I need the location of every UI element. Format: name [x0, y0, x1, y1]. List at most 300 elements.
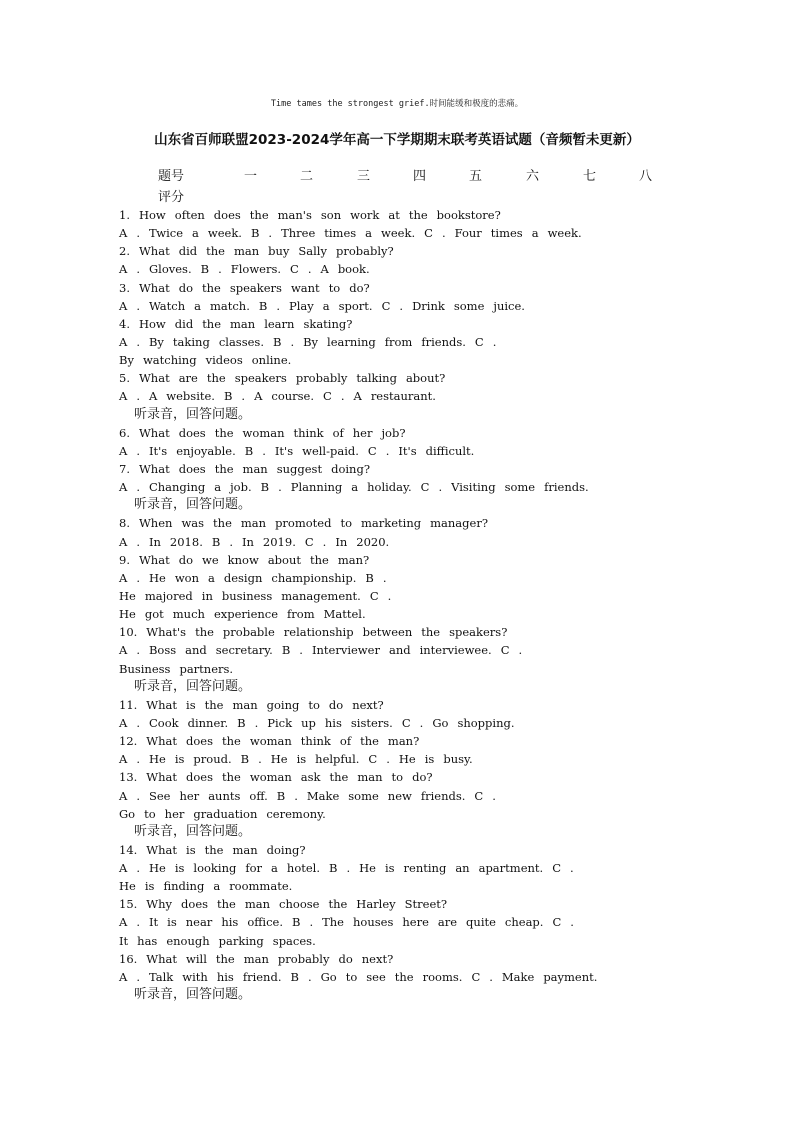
word: the	[222, 734, 241, 749]
question-line	[119, 623, 659, 641]
word: a	[213, 879, 221, 894]
word: .	[489, 969, 493, 984]
word: online.	[251, 353, 292, 368]
word: the	[202, 316, 222, 331]
word: C	[323, 389, 332, 404]
word: secretary.	[215, 643, 273, 658]
option-line	[119, 587, 659, 605]
word: C	[552, 861, 561, 876]
word: C	[474, 334, 484, 349]
word: up	[301, 715, 316, 730]
question-line	[119, 841, 659, 859]
word: man	[230, 316, 256, 331]
word: .	[136, 915, 140, 930]
word: to	[340, 516, 353, 531]
word: job.	[230, 480, 252, 495]
word: week.	[207, 226, 242, 241]
word: with	[182, 969, 208, 984]
word: off.	[249, 788, 268, 803]
word: A	[119, 389, 128, 404]
word: well-paid.	[302, 443, 359, 458]
score-header-label: 题号	[158, 169, 185, 184]
word: Gloves.	[148, 262, 192, 277]
word: C	[500, 643, 510, 658]
word: What	[138, 461, 170, 476]
word: sport.	[338, 298, 373, 313]
word: cheap.	[504, 915, 544, 930]
word: renting	[403, 861, 447, 876]
word: the	[360, 734, 379, 749]
word: for	[245, 861, 263, 876]
word: next?	[352, 697, 384, 712]
word: woman	[242, 425, 285, 440]
word: and	[388, 643, 411, 658]
word: .	[307, 262, 312, 277]
word: does	[181, 897, 209, 912]
word: hotel.	[286, 861, 320, 876]
word: is	[174, 752, 185, 767]
word: .	[382, 570, 387, 585]
word: proud.	[193, 752, 232, 767]
word: an	[455, 861, 470, 876]
word: .	[136, 715, 140, 730]
word: course.	[271, 389, 315, 404]
word: Four	[454, 226, 482, 241]
word: man	[233, 244, 260, 259]
word: some	[453, 298, 485, 313]
option-line	[119, 333, 659, 351]
word: Street?	[404, 897, 448, 912]
word: 10.	[119, 625, 138, 640]
word: .	[258, 752, 262, 767]
word: is	[424, 752, 435, 767]
word: A	[119, 226, 128, 241]
word: probably	[295, 371, 348, 386]
word: a	[365, 226, 373, 241]
word: .	[399, 298, 404, 313]
word: aunts	[208, 788, 241, 803]
word: ask	[300, 770, 321, 785]
word: friends.	[420, 788, 466, 803]
word: man's	[277, 208, 312, 222]
word: helpful.	[315, 752, 360, 767]
word: a	[531, 226, 539, 241]
word: Make	[501, 969, 535, 984]
page-title: 山东省百师联盟2023-2024学年高一下学期期末联考英语试题（音频暂未更新）	[154, 132, 640, 148]
word: speakers?	[449, 625, 508, 640]
word: C	[290, 262, 299, 277]
word: of	[332, 425, 344, 440]
word: .	[492, 788, 496, 803]
word: man	[242, 461, 268, 476]
option-line	[119, 297, 659, 315]
word: some	[348, 788, 379, 803]
word: and	[185, 643, 207, 658]
option-line	[119, 932, 659, 950]
word: is	[186, 697, 196, 712]
section-instruction: 听录音，回答问题。	[134, 406, 252, 422]
word: How	[138, 316, 166, 331]
word: in	[201, 588, 213, 603]
word: partners.	[179, 661, 234, 676]
question-line	[119, 950, 659, 968]
word: 7.	[119, 461, 130, 476]
word: marketing	[361, 516, 422, 531]
word: What	[146, 951, 178, 966]
word: 2020.	[356, 534, 390, 549]
word: at	[388, 208, 400, 222]
option-line	[119, 714, 659, 732]
word: .	[268, 226, 273, 241]
word: How	[138, 208, 166, 222]
word: B	[292, 915, 301, 930]
word: Twice	[148, 226, 183, 241]
word: difficult.	[425, 443, 475, 458]
word: see	[366, 969, 386, 984]
word: 9.	[119, 552, 130, 567]
word: got	[144, 607, 164, 622]
word: want	[290, 280, 320, 295]
word: juice.	[493, 298, 525, 313]
option-line	[119, 224, 659, 242]
word: Go	[432, 715, 449, 730]
word: B	[211, 534, 221, 549]
word: man	[244, 897, 271, 912]
word: quite	[466, 915, 496, 930]
question-line	[119, 895, 659, 913]
word: the	[249, 208, 269, 222]
score-table	[0, 165, 794, 205]
word: roommate.	[229, 879, 293, 894]
word: C	[367, 443, 377, 458]
word: .	[229, 534, 233, 549]
word: man	[232, 842, 258, 857]
word: promoted	[275, 516, 332, 531]
word: It	[119, 933, 129, 948]
word: 13.	[119, 770, 138, 785]
word: to	[328, 280, 341, 295]
option-line	[119, 877, 659, 895]
word: from	[384, 334, 413, 349]
page-motto: Time tames the strongest grief.时间能缓和极度的悲痛。	[270, 99, 524, 109]
word: about?	[405, 371, 446, 386]
option-line	[119, 260, 659, 278]
word: .	[294, 788, 298, 803]
word: finding	[163, 879, 205, 894]
question-list	[119, 206, 659, 1004]
word: probable	[222, 625, 275, 640]
word: Watch	[148, 298, 186, 313]
word: the	[213, 516, 232, 531]
word: is	[174, 861, 185, 876]
word: week.	[547, 226, 582, 241]
word: .	[570, 915, 574, 930]
word: Go	[320, 969, 337, 984]
word: man	[357, 770, 383, 785]
word: B	[365, 570, 374, 585]
word: B	[237, 715, 246, 730]
word: B	[260, 480, 270, 495]
word: classes.	[218, 334, 264, 349]
word: .	[136, 480, 140, 495]
section-instruction: 听录音，回答问题。	[134, 497, 252, 513]
word: What	[146, 770, 178, 785]
word: suggest	[276, 461, 323, 476]
question-line	[119, 369, 659, 387]
word: the	[329, 770, 349, 785]
question-line	[119, 279, 659, 297]
word: .	[340, 389, 345, 404]
word: A	[119, 534, 128, 549]
word: will	[186, 951, 207, 966]
word: In	[241, 534, 254, 549]
word: we	[202, 552, 219, 567]
word: .	[299, 643, 303, 658]
word: A	[119, 788, 128, 803]
word: C	[401, 715, 411, 730]
word: office.	[247, 915, 283, 930]
word: restaurant.	[370, 389, 436, 404]
word: What	[146, 842, 178, 857]
option-line	[119, 913, 659, 931]
word: .	[278, 480, 282, 495]
word: .	[387, 588, 392, 603]
word: A	[119, 915, 128, 930]
word: What's	[146, 625, 187, 640]
word: his	[324, 715, 342, 730]
word: championship.	[271, 570, 357, 585]
word: did	[178, 244, 198, 259]
option-line	[119, 533, 659, 551]
word: A	[119, 298, 128, 313]
word: C	[381, 298, 391, 313]
word: does	[178, 461, 206, 476]
word: here	[402, 915, 429, 930]
word: going	[266, 697, 300, 712]
word: business	[221, 588, 273, 603]
word: 8.	[119, 516, 130, 531]
word: C	[304, 534, 314, 549]
word: .	[136, 752, 140, 767]
word: man	[232, 697, 258, 712]
word: What	[138, 371, 170, 386]
word: the	[204, 697, 224, 712]
word: A	[119, 969, 128, 984]
word: B	[290, 969, 299, 984]
word: 2018.	[169, 534, 203, 549]
word: .	[419, 715, 424, 730]
word: some	[504, 480, 536, 495]
word: A	[119, 752, 128, 767]
option-line	[119, 641, 659, 659]
section-instruction: 听录音，回答问题。	[134, 987, 252, 1003]
word: week.	[381, 226, 416, 241]
word: In	[148, 534, 161, 549]
word: watching	[142, 353, 197, 368]
word: houses	[353, 915, 394, 930]
word: .	[570, 861, 574, 876]
option-line	[119, 442, 659, 460]
word: .	[518, 643, 523, 658]
word: times	[490, 226, 523, 241]
word: B	[281, 643, 291, 658]
word: doing?	[331, 461, 370, 476]
word: See	[148, 788, 171, 803]
word: the	[214, 461, 234, 476]
word: apartment.	[478, 861, 544, 876]
word: a	[194, 298, 201, 313]
word: enough	[166, 933, 210, 948]
word: speakers	[234, 371, 287, 386]
word: A	[353, 389, 362, 404]
word: book.	[337, 262, 370, 277]
word: the	[204, 842, 224, 857]
word: the	[309, 552, 329, 567]
word: .	[262, 443, 266, 458]
word: Make	[306, 788, 340, 803]
word: son	[320, 208, 342, 222]
word: parking	[218, 933, 264, 948]
word: B	[244, 443, 254, 458]
word: In	[335, 534, 348, 549]
word: does	[186, 734, 214, 749]
word: B	[329, 861, 338, 876]
word: B	[223, 389, 233, 404]
word: times	[324, 226, 357, 241]
word: interviewee.	[419, 643, 492, 658]
word: .	[136, 534, 140, 549]
section-instruction: 听录音，回答问题。	[134, 678, 252, 694]
word: know	[227, 552, 259, 567]
word: holiday.	[367, 480, 412, 495]
word: is	[296, 752, 307, 767]
word: bookstore?	[436, 208, 501, 222]
word: Pick	[267, 715, 293, 730]
word: C	[369, 588, 379, 603]
word: of	[339, 734, 352, 749]
word: .	[441, 226, 446, 241]
question-line	[119, 460, 659, 478]
word: .	[136, 334, 140, 349]
word: doing?	[266, 842, 306, 857]
word: .	[136, 570, 140, 585]
word: are	[178, 371, 198, 386]
word: do	[338, 951, 353, 966]
word: woman	[249, 770, 292, 785]
word: .	[136, 788, 140, 803]
word: A	[254, 389, 263, 404]
option-line	[119, 859, 659, 877]
word: .	[136, 298, 140, 313]
word: his	[221, 915, 239, 930]
word: 2019.	[262, 534, 296, 549]
word: Interviewer	[311, 643, 380, 658]
word: Talk	[148, 969, 174, 984]
option-line	[119, 660, 659, 678]
word: .	[346, 861, 351, 876]
word: design	[223, 570, 263, 585]
word: are	[437, 915, 458, 930]
word: the	[217, 897, 236, 912]
word: do	[328, 697, 344, 712]
word: C	[552, 915, 562, 930]
word: .	[136, 643, 140, 658]
word: did	[174, 316, 194, 331]
question-line	[119, 696, 659, 714]
word: He	[359, 861, 376, 876]
word: B	[200, 262, 210, 277]
word: about	[267, 552, 301, 567]
word: The	[322, 915, 344, 930]
word: a	[192, 226, 199, 241]
word: A	[119, 334, 128, 349]
option-line	[119, 968, 659, 986]
word: the	[206, 371, 226, 386]
word: shopping.	[457, 715, 515, 730]
word: the	[214, 425, 234, 440]
word: .	[136, 226, 140, 241]
word: What	[146, 734, 178, 749]
word: buy	[268, 244, 290, 259]
word: the	[222, 770, 241, 785]
word: think	[293, 425, 324, 440]
word: .	[218, 262, 222, 277]
word: He	[148, 752, 166, 767]
word: next?	[361, 951, 394, 966]
word: the	[421, 625, 441, 640]
word: Sally	[298, 244, 327, 259]
word: B	[250, 226, 260, 241]
score-column-5: 五	[469, 169, 483, 184]
word: .	[290, 334, 295, 349]
word: her	[352, 425, 373, 440]
word: Visiting	[451, 480, 496, 495]
word: friends.	[421, 334, 466, 349]
word: A	[320, 262, 329, 277]
question-line	[119, 424, 659, 442]
word: 5.	[119, 371, 130, 386]
word: Go	[119, 806, 136, 821]
word: her	[179, 788, 200, 803]
word: the	[408, 208, 428, 222]
word: 12.	[119, 734, 138, 749]
word: friends.	[544, 480, 589, 495]
word: from	[287, 607, 315, 622]
word: It's	[148, 443, 168, 458]
word: .	[136, 389, 140, 404]
word: majored	[144, 588, 193, 603]
word: match.	[209, 298, 250, 313]
word: experience	[213, 607, 279, 622]
word: .	[136, 262, 140, 277]
word: B	[240, 752, 250, 767]
score-column-7: 七	[583, 169, 597, 184]
word: 11.	[119, 697, 138, 712]
word: A	[148, 389, 158, 404]
word: Flowers.	[230, 262, 282, 277]
word: .	[438, 480, 443, 495]
word: 4.	[119, 316, 130, 331]
option-line	[119, 387, 659, 405]
word: What	[146, 697, 178, 712]
word: new	[387, 788, 412, 803]
word: Drink	[412, 298, 445, 313]
word: dinner.	[187, 715, 229, 730]
word: relationship	[283, 625, 354, 640]
word: taking	[172, 334, 210, 349]
word: won	[174, 570, 199, 585]
word: When	[138, 516, 173, 531]
